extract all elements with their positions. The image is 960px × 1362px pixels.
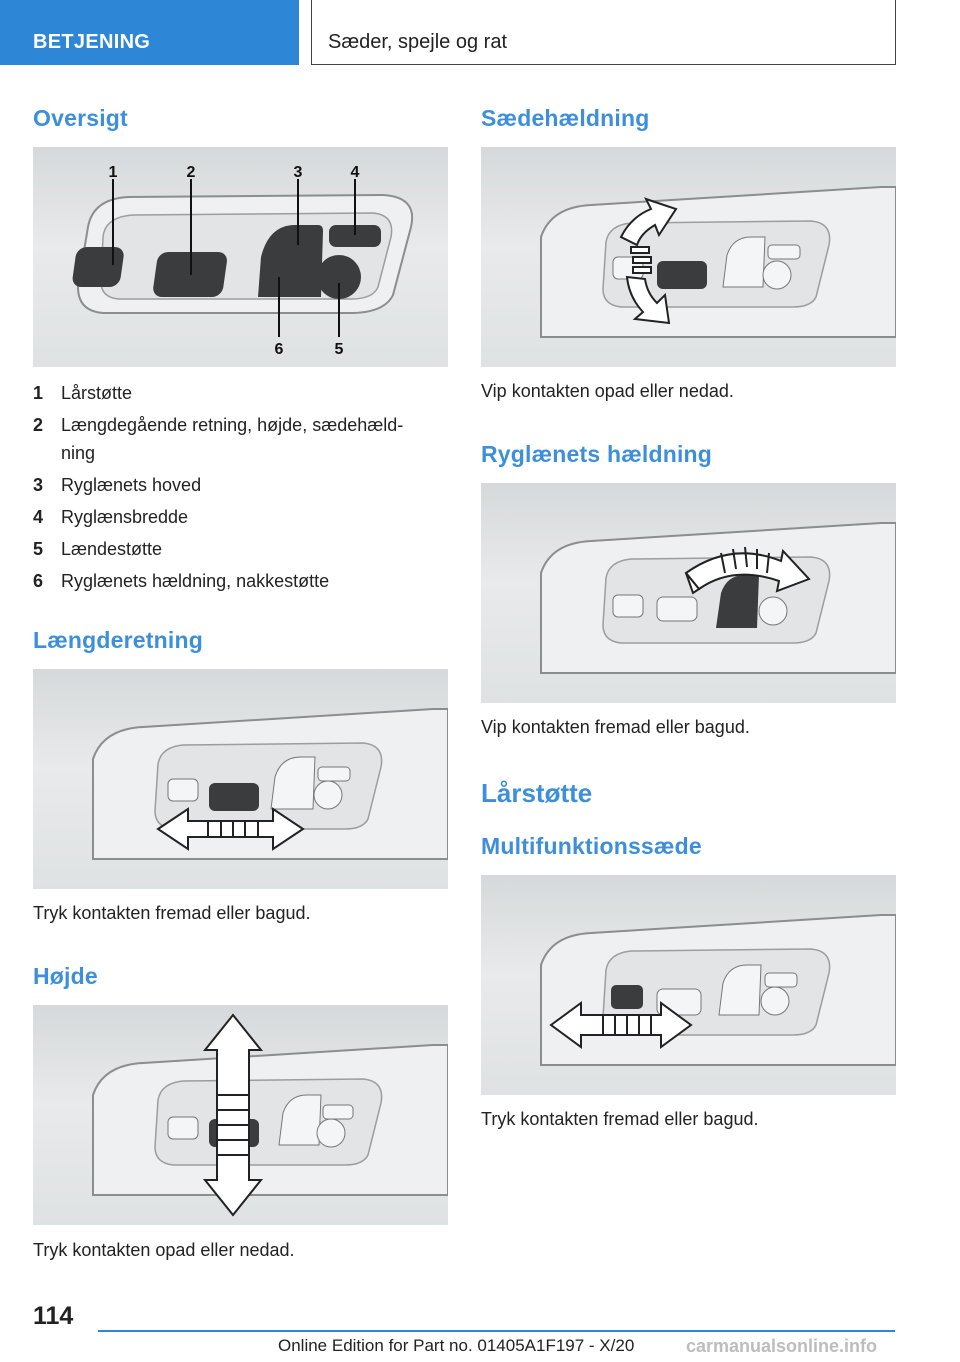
footer-divider	[98, 1330, 895, 1332]
page-number: 114	[33, 1302, 74, 1330]
watermark: carmanualsonline.info	[686, 1336, 878, 1356]
callout-2: 2	[186, 164, 196, 181]
caption-height: Tryk kontakten opad eller nedad.	[33, 1240, 295, 1260]
legend-item: 3 Ryglænets hoved	[33, 475, 202, 495]
caption-seat-tilt: Vip kontakten opad eller nedad.	[481, 381, 734, 401]
figure-seat-controls-overview	[33, 147, 448, 367]
heading-length: Længderetning	[33, 627, 203, 653]
heading-thigh-support: Lårstøtte	[481, 778, 593, 808]
caption-length: Tryk kontakten fremad eller bagud.	[33, 903, 311, 923]
header-section-label: BETJENING	[33, 31, 151, 53]
legend-item: 1 Lårstøtte	[33, 383, 133, 403]
header-chapter-box	[311, 0, 896, 65]
heading-backrest-tilt: Ryglænets hældning	[481, 441, 713, 467]
callout-3: 3	[293, 164, 303, 181]
callout-5: 5	[334, 341, 344, 358]
callout-4: 4	[350, 164, 360, 181]
subheading-multifunction-seat: Multifunktionssæde	[481, 833, 702, 859]
callout-6: 6	[274, 341, 284, 358]
legend-item: 6 Ryglænets hældning, nakkestøtte	[33, 571, 330, 591]
heading-overview: Oversigt	[33, 105, 128, 131]
header-section-tab	[0, 0, 299, 65]
heading-seat-tilt: Sædehældning	[481, 105, 650, 131]
heading-height: Højde	[33, 963, 98, 989]
figure-height-adjustment	[33, 1005, 448, 1225]
figure-backrest-tilt	[481, 483, 896, 703]
caption-thigh-support: Tryk kontakten fremad eller bagud.	[481, 1109, 759, 1129]
figure-thigh-support	[481, 875, 896, 1095]
footer-edition: Online Edition for Part no. 01405A1F197 - X/20	[278, 1336, 635, 1355]
caption-backrest-tilt: Vip kontakten fremad eller bagud.	[481, 717, 750, 737]
legend-item: 2 Længdegående retning, højde, sædehæld- ning	[33, 415, 404, 463]
legend-item: 5 Lændestøtte	[33, 539, 163, 559]
legend-item: 4 Ryglænsbredde	[33, 507, 189, 527]
figure-length-adjustment	[33, 669, 448, 889]
figure-seat-tilt	[481, 147, 896, 367]
overview-legend-list	[33, 379, 433, 595]
header-chapter-label: Sæder, spejle og rat	[328, 31, 507, 53]
callout-1: 1	[108, 164, 118, 181]
